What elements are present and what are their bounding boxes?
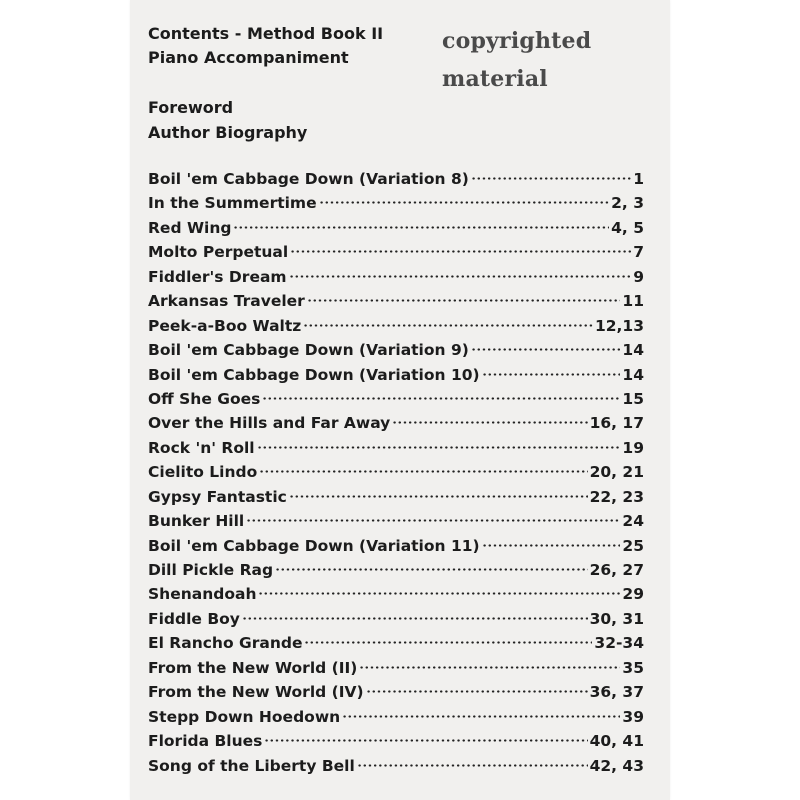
toc-entry-page: 39 bbox=[622, 707, 644, 726]
toc-entry-title: Peek-a-Boo Waltz bbox=[148, 316, 302, 335]
toc-entry-page: 11 bbox=[622, 292, 644, 311]
toc-entry-page: 12,13 bbox=[594, 316, 644, 335]
toc-entry-page: 29 bbox=[622, 585, 644, 604]
dot-leader bbox=[246, 519, 620, 522]
toc-entry bbox=[148, 170, 644, 194]
toc-entry-page: 22, 23 bbox=[589, 487, 644, 506]
toc-entry bbox=[148, 634, 644, 658]
contents-heading bbox=[148, 22, 383, 70]
dot-leader bbox=[471, 348, 621, 351]
stamp-line-1: copyrighted bbox=[442, 28, 592, 54]
front-matter bbox=[148, 96, 307, 145]
toc-entry bbox=[148, 659, 644, 683]
toc-entry-page: 32-34 bbox=[594, 634, 644, 653]
toc-entry bbox=[148, 512, 644, 536]
toc-entry bbox=[148, 585, 644, 609]
toc-entry-title: Over the Hills and Far Away bbox=[148, 414, 391, 433]
dot-leader bbox=[482, 544, 621, 547]
toc-entry-title: Florida Blues bbox=[148, 732, 263, 751]
toc-entry-title: Red Wing bbox=[148, 218, 232, 237]
toc-entry-page: 7 bbox=[633, 243, 644, 262]
dot-leader bbox=[233, 226, 609, 229]
table-of-contents bbox=[148, 170, 644, 781]
toc-entry-page: 20, 21 bbox=[589, 463, 644, 482]
dot-leader bbox=[259, 470, 587, 473]
toc-entry-page: 26, 27 bbox=[589, 561, 644, 579]
toc-entry-title: Rock 'n' Roll bbox=[148, 438, 255, 457]
toc-entry-page: 40, 41 bbox=[589, 732, 644, 751]
toc-entry bbox=[148, 219, 644, 243]
dot-leader bbox=[289, 495, 588, 498]
dot-leader bbox=[471, 177, 631, 180]
toc-entry-title: Dill Pickle Rag bbox=[148, 561, 274, 579]
toc-entry bbox=[148, 292, 644, 316]
toc-entry-title: Boil 'em Cabbage Down (Variation 8) bbox=[148, 170, 469, 188]
toc-entry bbox=[148, 561, 644, 585]
toc-entry-page: 19 bbox=[622, 438, 644, 457]
toc-entry bbox=[148, 194, 644, 218]
toc-entry-title: Stepp Down Hoedown bbox=[148, 707, 341, 726]
toc-entry-page: 4, 5 bbox=[611, 218, 644, 237]
dot-leader bbox=[392, 421, 587, 424]
toc-entry bbox=[148, 463, 644, 487]
toc-entry-title: From the New World (II) bbox=[148, 658, 358, 677]
stamp-line-2: material bbox=[442, 66, 548, 92]
toc-entry-title: Boil 'em Cabbage Down (Variation 10) bbox=[148, 365, 480, 384]
toc-entry-page: 14 bbox=[622, 365, 644, 384]
dot-leader bbox=[359, 666, 620, 669]
dot-leader bbox=[262, 397, 620, 400]
toc-entry-title: Bunker Hill bbox=[148, 512, 245, 531]
toc-entry bbox=[148, 341, 644, 365]
toc-entry bbox=[148, 439, 644, 463]
toc-entry-page: 24 bbox=[622, 512, 644, 531]
toc-entry-page: 9 bbox=[633, 267, 644, 286]
dot-leader bbox=[304, 641, 592, 644]
toc-entry-page: 1 bbox=[633, 170, 644, 188]
toc-entry-page: 2, 3 bbox=[611, 194, 644, 213]
dot-leader bbox=[357, 764, 588, 767]
toc-entry-title: From the New World (IV) bbox=[148, 683, 364, 702]
toc-entry-title: El Rancho Grande bbox=[148, 634, 303, 653]
toc-entry bbox=[148, 390, 644, 414]
dot-leader bbox=[290, 250, 631, 253]
toc-entry-title: Shenandoah bbox=[148, 585, 257, 604]
toc-entry bbox=[148, 610, 644, 634]
toc-entry-title: Gypsy Fantastic bbox=[148, 487, 287, 506]
toc-entry bbox=[148, 317, 644, 341]
toc-entry-title: Fiddle Boy bbox=[148, 609, 240, 628]
toc-entry bbox=[148, 708, 644, 732]
dot-leader bbox=[264, 739, 587, 742]
dot-leader bbox=[275, 568, 587, 571]
toc-entry-title: In the Summertime bbox=[148, 194, 317, 213]
toc-entry-title: Molto Perpetual bbox=[148, 243, 289, 262]
toc-entry bbox=[148, 732, 644, 756]
toc-entry-title: Song of the Liberty Bell bbox=[148, 756, 355, 775]
toc-entry bbox=[148, 757, 644, 781]
toc-entry bbox=[148, 488, 644, 512]
front-matter-author-biography: Author Biography bbox=[148, 122, 308, 142]
toc-entry-page: 30, 31 bbox=[589, 609, 644, 628]
toc-entry-title: Boil 'em Cabbage Down (Variation 9) bbox=[148, 341, 469, 360]
toc-entry bbox=[148, 414, 644, 438]
toc-entry-title: Off She Goes bbox=[148, 389, 261, 408]
toc-entry-page: 15 bbox=[622, 389, 644, 408]
dot-leader bbox=[366, 690, 588, 693]
contents-title: Contents - Method Book II bbox=[148, 24, 384, 43]
dot-leader bbox=[319, 201, 610, 204]
dot-leader bbox=[289, 275, 632, 278]
dot-leader bbox=[258, 592, 620, 595]
toc-entry bbox=[148, 683, 644, 707]
dot-leader bbox=[482, 373, 621, 376]
front-matter-foreword: Foreword bbox=[148, 98, 234, 117]
toc-entry-page: 35 bbox=[622, 658, 644, 677]
toc-entry-page: 16, 17 bbox=[589, 414, 644, 433]
toc-entry bbox=[148, 268, 644, 292]
toc-entry-title: Cielito Lindo bbox=[148, 463, 258, 482]
copyright-stamp bbox=[442, 22, 591, 98]
dot-leader bbox=[257, 446, 621, 449]
contents-subtitle: Piano Accompaniment bbox=[148, 48, 349, 67]
dot-leader bbox=[342, 715, 620, 718]
dot-leader bbox=[307, 299, 621, 302]
toc-entry bbox=[148, 366, 644, 390]
toc-entry-page: 42, 43 bbox=[589, 756, 644, 775]
toc-entry-page: 14 bbox=[622, 341, 644, 360]
dot-leader bbox=[242, 617, 588, 620]
toc-entry-title: Boil 'em Cabbage Down (Variation 11) bbox=[148, 536, 480, 555]
toc-entry bbox=[148, 243, 644, 267]
toc-entry-page: 36, 37 bbox=[589, 683, 644, 702]
dot-leader bbox=[303, 324, 593, 327]
toc-entry-page: 25 bbox=[622, 536, 644, 555]
toc-entry-title: Arkansas Traveler bbox=[148, 292, 305, 311]
toc-entry-title: Fiddler's Dream bbox=[148, 267, 287, 286]
toc-entry bbox=[148, 537, 644, 561]
